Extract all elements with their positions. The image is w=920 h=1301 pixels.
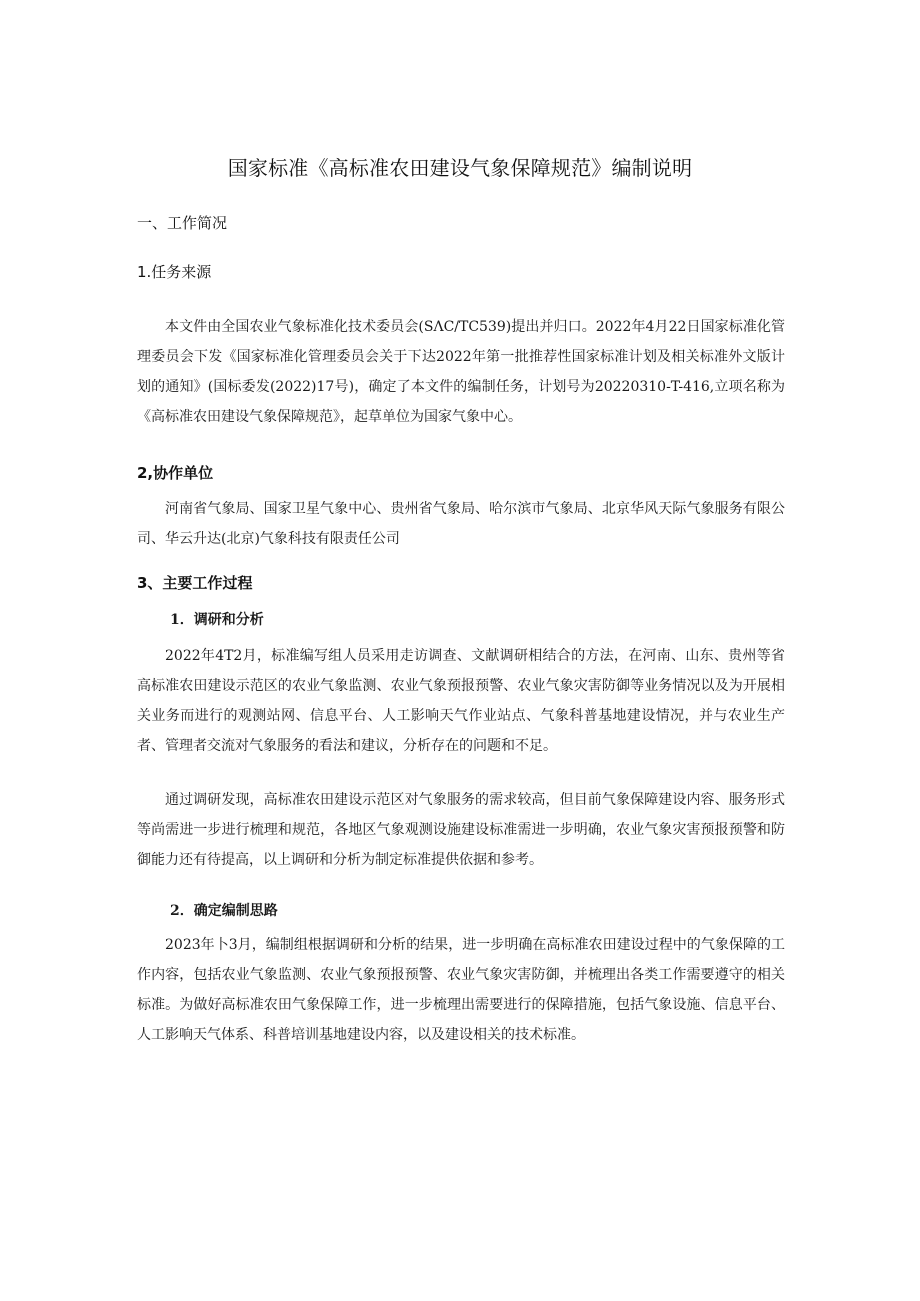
step-heading-research-analysis: 1．调研和分析 [170, 612, 264, 628]
paragraph-task-source: 本文件由全国农业气象标准化技术委员会(SΛC/TC539)提出并归口。2022年4月22日国家标准化管理委员会下发《国家标准化管理委员会关于下达2022年第一批推荐性国家标准计划及相关标准外文版计划的通知》(国标委发(2022)17号)，确定了本文件的编制任务，计划号为20220310-T-416,立项名称为《高标准农田建设气象保障规范》，起草单位为国家气象中心。 [137, 319, 785, 425]
paragraph-research-analysis-2: 通过调研发现，高标准农田建设示范区对气象服务的需求较高，但目前气象保障建设内容、服务形式等尚需进一步进行梳理和规范，各地区气象观测设施建设标准需进一步明确，农业气象灾害预报预警和防御能力还有待提高，以上调研和分析为制定标准提供依据和参考。 [137, 792, 785, 868]
subheading-main-work-process: 3、主要工作过程 [137, 574, 253, 592]
paragraph-research-analysis-1: 2022年4T2月，标准编写组人员采用走访调查、文献调研相结合的方法，在河南、山东、贵州等省高标准农田建设示范区的农业气象监测、农业气象预报预警、农业气象灾害防御等业务情况以及为开展相关业务而进行的观测站网、信息平台、人工影响天气作业站点、气象科普基地建设情况，并与农业生产者、管理者交流对气象服务的看法和建议，分析存在的问题和不足。 [137, 648, 785, 754]
subheading-cooperating-units: 2,协作单位 [137, 464, 214, 482]
paragraph-cooperating-units: 河南省气象局、国家卫星气象中心、贵州省气象局、哈尔滨市气象局、北京华风天际气象服务有限公司、华云升达(北京)气象科技有限责任公司 [137, 501, 785, 547]
subheading-task-source: 1.任务来源 [137, 263, 212, 281]
section-heading-work-overview: 一、工作简况 [137, 214, 228, 232]
document-title: 国家标准《高标准农田建设气象保障规范》编制说明 [227, 156, 693, 180]
paragraph-drafting-approach: 2023年卜3月，编制组根据调研和分析的结果，进一步明确在高标准农田建设过程中的气象保障的工作内容，包括农业气象监测、农业气象预报预警、农业气象灾害防御，并梳理出各类工作需要遵守的相关标准。为做好高标准农田气象保障工作，进一步梳理出需要进行的保障措施，包括气象设施、信息平台、人工影响天气体系、科普培训基地建设内容，以及建设相关的技术标准。 [137, 937, 785, 1043]
step-heading-drafting-approach: 2．确定编制思路 [170, 903, 278, 919]
